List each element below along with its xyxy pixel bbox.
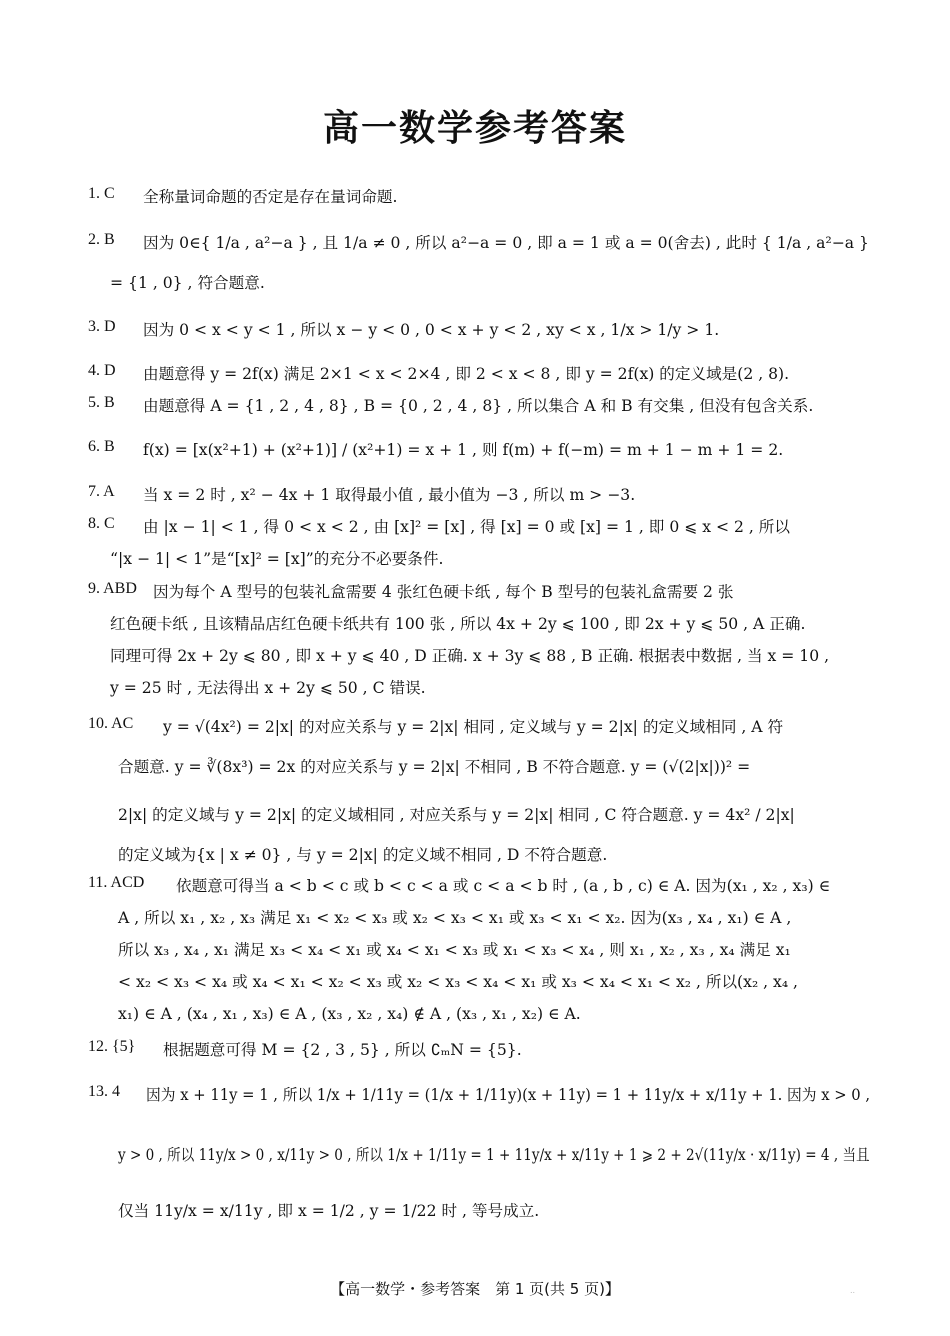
answer-line: 仅当 11y/x = x/11y , 即 x = 1/2 , y = 1/22 时 , 等号成立. [118,1202,540,1220]
answer-line: 当 x = 2 时 , x² − 4x + 1 取得最小值 , 最小值为 −3 , 所以 m > −3. [143,486,636,504]
page-footer: 【高一数学・参考答案 第 1 页(共 5 页)】 [330,1280,620,1298]
answer-line: A , 所以 x₁ , x₂ , x₃ 满足 x₁ < x₂ < x₃ 或 x₂ < x₃ < x₁ 或 x₃ < x₁ < x₂. 因为(x₃ , x₄ , x₁) ∈ A , [118,909,792,927]
answer-line: y = 25 时 , 无法得出 x + 2y ⩽ 50 , C 错误. [110,679,426,697]
answer-number: 6. B [88,438,115,455]
answer-line: f(x) = [x(x²+1) + (x²+1)] / (x²+1) = x + 1 , 则 f(m) + f(−m) = m + 1 − m + 1 = 2. [143,441,784,459]
answer-line: 由 |x − 1| < 1 , 得 0 < x < 2 , 由 [x]² = [x] , 得 [x] = 0 或 [x] = 1 , 即 0 ⩽ x < 2 , 所以 [143,518,790,536]
answer-number: 13. 4 [88,1083,120,1100]
answer-line: 因为 0 < x < y < 1 , 所以 x − y < 0 , 0 < x + y < 2 , xy < x , 1/x > 1/y > 1. [143,321,720,339]
answer-line: 全称量词命题的否定是存在量词命题. [143,188,398,206]
answer-number: 5. B [88,394,115,411]
page-title: 高一数学参考答案 [322,108,627,149]
answer-line: 的定义域为{x | x ≠ 0} , 与 y = 2|x| 的定义域不相同 , D 不符合题意. [118,846,608,864]
answer-number: 3. D [88,318,116,335]
answer-number: 8. C [88,515,115,532]
answer-line: 由题意得 y = 2f(x) 满足 2×1 < x < 2×4 , 即 2 < x < 8 , 即 y = 2f(x) 的定义域是(2 , 8). [143,365,790,383]
answer-number: 12. {5} [88,1038,136,1055]
answer-number: 4. D [88,362,116,379]
answer-number: 11. ACD [88,874,145,891]
answer-line: 2|x| 的定义域与 y = 2|x| 的定义域相同 , 对应关系与 y = 2|x| 相同 , C 符合题意. y = 4x² / 2|x| [118,806,795,824]
answer-line: x₁) ∈ A , (x₄ , x₁ , x₃) ∈ A , (x₃ , x₂ , x₄) ∉ A , (x₃ , x₁ , x₂) ∈ A. [118,1005,581,1023]
answer-line: 因为每个 A 型号的包装礼盒需要 4 张红色硬卡纸 , 每个 B 型号的包装礼盒需要 2 张 [153,583,734,601]
answer-number: 10. AC [88,715,134,732]
answer-line: “|x − 1| < 1”是“[x]² = [x]”的充分不必要条件. [110,550,444,568]
answer-line: 所以 x₃ , x₄ , x₁ 满足 x₃ < x₄ < x₁ 或 x₄ < x₁ < x₃ 或 x₁ < x₃ < x₄ , 则 x₁ , x₂ , x₃ , x₄ 满足 x₁ [118,941,791,959]
answer-line: = {1 , 0} , 符合题意. [110,274,265,292]
answer-line: 依题意可得当 a < b < c 或 b < c < a 或 c < a < b 时 , (a , b , c) ∈ A. 因为(x₁ , x₂ , x₃) ∈ [176,877,831,895]
answer-line: 因为 0∈{ 1/a , a²−a } , 且 1/a ≠ 0 , 所以 a²−a = 0 , 即 a = 1 或 a = 0(舍去) , 此时 { 1/a , a²−a } [143,234,869,252]
answer-line: < x₂ < x₃ < x₄ 或 x₄ < x₁ < x₂ < x₃ 或 x₂ < x₃ < x₄ < x₁ 或 x₃ < x₄ < x₁ < x₂ , 所以(x₂ , x₄ , [118,973,799,991]
answer-line: 合题意. y = ∛(8x³) = 2x 的对应关系与 y = 2|x| 不相同 , B 不符合题意. y = (√(2|x|))² = [118,758,751,776]
answer-number: 1. C [88,185,115,202]
answer-line: y > 0 , 所以 11y/x > 0 , x/11y > 0 , 所以 1/x + 1/11y = 1 + 11y/x + x/11y + 1 ⩾ 2 + 2√(11y/x · x/11y) = 4 , 当且 [118,1146,870,1164]
corner-mark: .. [850,1286,856,1295]
answer-number: 9. ABD [88,580,137,597]
answer-line: y = √(4x²) = 2|x| 的对应关系与 y = 2|x| 相同 , 定义域与 y = 2|x| 的定义域相同 , A 符 [163,718,784,736]
answer-line: 由题意得 A = {1 , 2 , 4 , 8} , B = {0 , 2 , 4 , 8} , 所以集合 A 和 B 有交集 , 但没有包含关系. [143,397,814,415]
answer-line: 红色硬卡纸 , 且该精品店红色硬卡纸共有 100 张 , 所以 4x + 2y ⩽ 100 , 即 2x + y ⩽ 50 , A 正确. [110,615,806,633]
answer-line: 因为 x + 11y = 1 , 所以 1/x + 1/11y = (1/x + 1/11y)(x + 11y) = 1 + 11y/x + x/11y + 1. 因为 x > 0 , [146,1086,871,1104]
answer-line: 根据题意可得 M = {2 , 3 , 5} , 所以 ∁ₘN = {5}. [163,1041,522,1059]
answer-line: 同理可得 2x + 2y ⩽ 80 , 即 x + y ⩽ 40 , D 正确. x + 3y ⩽ 88 , B 正确. 根据表中数据 , 当 x = 10 , [110,647,830,665]
answer-number: 2. B [88,231,115,248]
answer-number: 7. A [88,483,115,500]
